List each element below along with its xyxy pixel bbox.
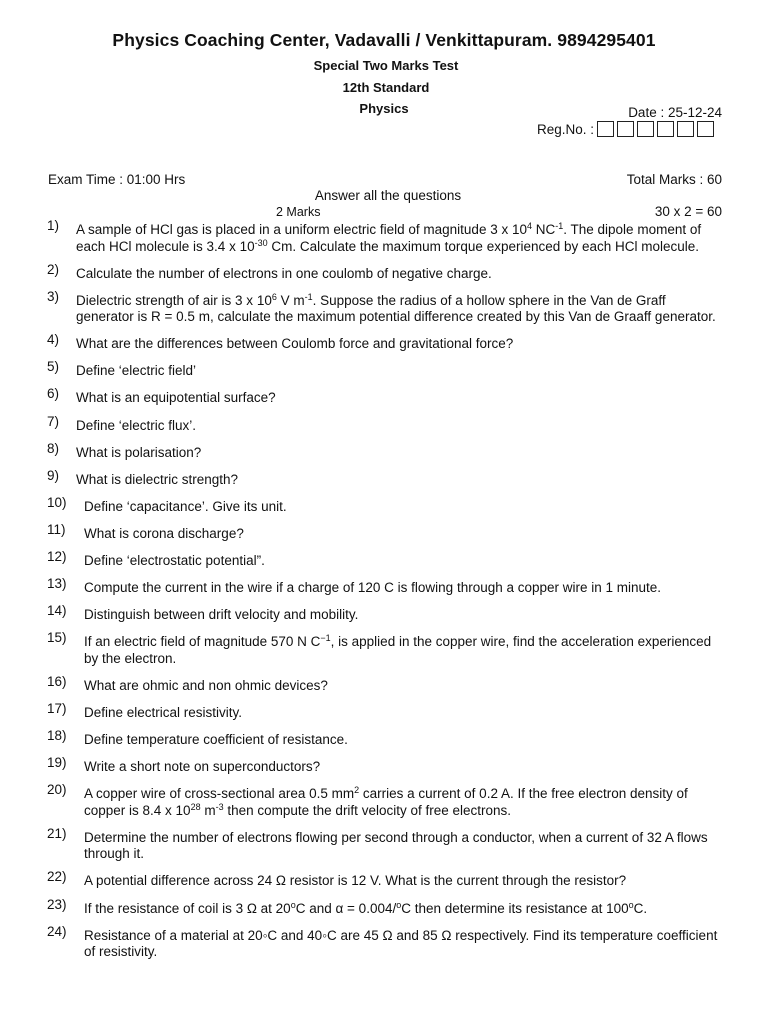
question-text: Define electrical resistivity. (84, 705, 243, 720)
question-number: 16) (47, 673, 67, 689)
page-title: Physics Coaching Center, Vadavalli / Venkittapuram. 9894295401 (112, 30, 656, 50)
question-number: 1) (47, 218, 60, 233)
question-number: 21) (47, 825, 67, 841)
question-text: Calculate the number of electrons in one coulomb of negative charge. (76, 265, 492, 281)
question-number: 17) (47, 701, 67, 716)
question-number: 14) (47, 603, 67, 619)
question-number: 2) (47, 261, 60, 277)
question-text: Define ‘electric flux’. (76, 417, 197, 433)
question-text: Dielectric strength of air is 3 x $10^6$ V $m^{-1}$. Suppose the radius of a hollow sphere in the Van de Graff generator is R = 0.5 m, calculate the maximum potential difference created by this Van de Graaff generator. (76, 291, 716, 325)
question-number: 5) (47, 359, 60, 375)
question-text: Define ‘capacitance’. Give its unit. (84, 498, 287, 514)
question-item (47, 630, 727, 667)
question-text: What is an equipotential surface? (76, 390, 276, 406)
question-item (47, 440, 727, 462)
question-item (47, 896, 727, 918)
question-item (47, 755, 727, 776)
question-number: 24) (47, 923, 67, 939)
question-text: If the resistance of coil is 3 Ω at 20$^o$C and α = 0.004/$^o$C then determine its resistance at 100$^o$C. (84, 899, 648, 916)
question-text: Resistance of a material at 20◦C and 40◦C are 45 Ω and 85 Ω respectively. Find its temperature coefficient of resistivity. (84, 927, 718, 960)
test-name: Special Two Marks Test (313, 58, 459, 73)
question-number: 6) (47, 386, 60, 402)
question-item (47, 728, 727, 749)
question-item (47, 494, 727, 516)
question-text: Define ‘electric field’ (76, 363, 197, 379)
question-item (47, 576, 727, 597)
question-item (47, 521, 727, 543)
question-text: What is corona discharge? (84, 525, 244, 541)
question-number: 22) (47, 869, 67, 885)
question-text: Distinguish between drift velocity and mobility. (84, 607, 359, 623)
question-text: Define ‘electrostatic potential”. (84, 553, 265, 569)
question-item (47, 261, 727, 283)
reg-no-field (537, 121, 717, 137)
reg-no-box[interactable] (637, 121, 654, 137)
question-number: 8) (47, 440, 60, 456)
reg-no-box[interactable] (657, 121, 674, 137)
question-number: 23) (47, 896, 67, 912)
question-text: Write a short note on superconductors? (84, 759, 321, 775)
question-item (47, 923, 727, 961)
instruction: Answer all the questions (314, 188, 462, 203)
reg-no-box[interactable] (697, 121, 714, 137)
question-number: 19) (47, 755, 67, 771)
total-marks: Total Marks : 60 (626, 172, 722, 187)
question-item (47, 218, 727, 255)
question-item (47, 825, 727, 863)
question-number: 15) (47, 630, 67, 646)
question-item (47, 359, 727, 380)
question-text: A potential difference across 24 Ω resistor is 12 V. What is the current through the resistor? (84, 873, 627, 889)
question-number: 4) (47, 332, 60, 348)
question-item (47, 603, 727, 624)
question-item (47, 288, 727, 326)
question-text: A copper wire of cross-sectional area 0.5 $mm^2$ carries a current of 0.2 A. If the free electron density of copper is 8.4 x $10^{28}$ $m^{-3}$ then compute the drift velocity of free electrons. (84, 785, 688, 818)
question-number: 9) (47, 467, 60, 483)
question-number: 11) (47, 521, 66, 537)
question-item (47, 332, 727, 353)
question-number: 7) (47, 413, 60, 429)
question-text: What is dielectric strength? (76, 471, 239, 487)
question-text: A sample of HCl gas is placed in a uniform electric field of magnitude 3 x $10^4$ $NC^{-1}$. The dipole moment of each HCl molecule is 3.4 x $10^{-30}$ Cm. Calculate the maximum torque experienced by each HCl molecule. (76, 221, 702, 254)
question-item (47, 869, 727, 890)
question-number: 13) (47, 576, 67, 592)
question-item (47, 782, 727, 819)
question-item (47, 549, 727, 570)
question-item (47, 701, 727, 722)
reg-no-box[interactable] (617, 121, 634, 137)
question-item (47, 386, 727, 407)
standard: 12th Standard (342, 80, 430, 95)
question-text: What are the differences between Coulomb force and gravitational force? (76, 336, 514, 352)
question-text: What is polarisation? (76, 444, 202, 460)
section-total: 30 x 2 = 60 (654, 204, 722, 219)
exam-date: Date : 25-12-24 (628, 105, 722, 120)
question-text: Define temperature coefficient of resistance. (84, 732, 348, 748)
reg-no-boxes[interactable] (597, 121, 717, 137)
question-item (47, 413, 727, 435)
reg-no-box[interactable] (677, 121, 694, 137)
question-item (47, 673, 727, 695)
question-text: Determine the number of electrons flowing per second through a conductor, when a current of 32 A flows through it. (84, 829, 708, 862)
question-text: What are ohmic and non ohmic devices? (84, 677, 328, 693)
reg-no-box[interactable] (597, 121, 614, 137)
section-label: 2 Marks (276, 205, 321, 219)
subject: Physics (359, 101, 409, 116)
question-text: If an electric field of magnitude 570 N $C^{-1}$, is applied in the copper wire, find the acceleration experienced by the electron. (84, 633, 712, 666)
question-number: 12) (47, 549, 67, 565)
question-item (47, 467, 727, 489)
question-number: 3) (47, 288, 60, 304)
question-number: 20) (47, 782, 67, 798)
exam-time: Exam Time : 01:00 Hrs (48, 172, 186, 187)
question-text: Compute the current in the wire if a charge of 120 C is flowing through a copper wire in 1 minute. (84, 580, 662, 596)
question-number: 18) (47, 728, 67, 744)
question-list (47, 218, 727, 971)
reg-no-label: Reg.No. : (537, 121, 595, 137)
question-number: 10) (47, 494, 67, 510)
